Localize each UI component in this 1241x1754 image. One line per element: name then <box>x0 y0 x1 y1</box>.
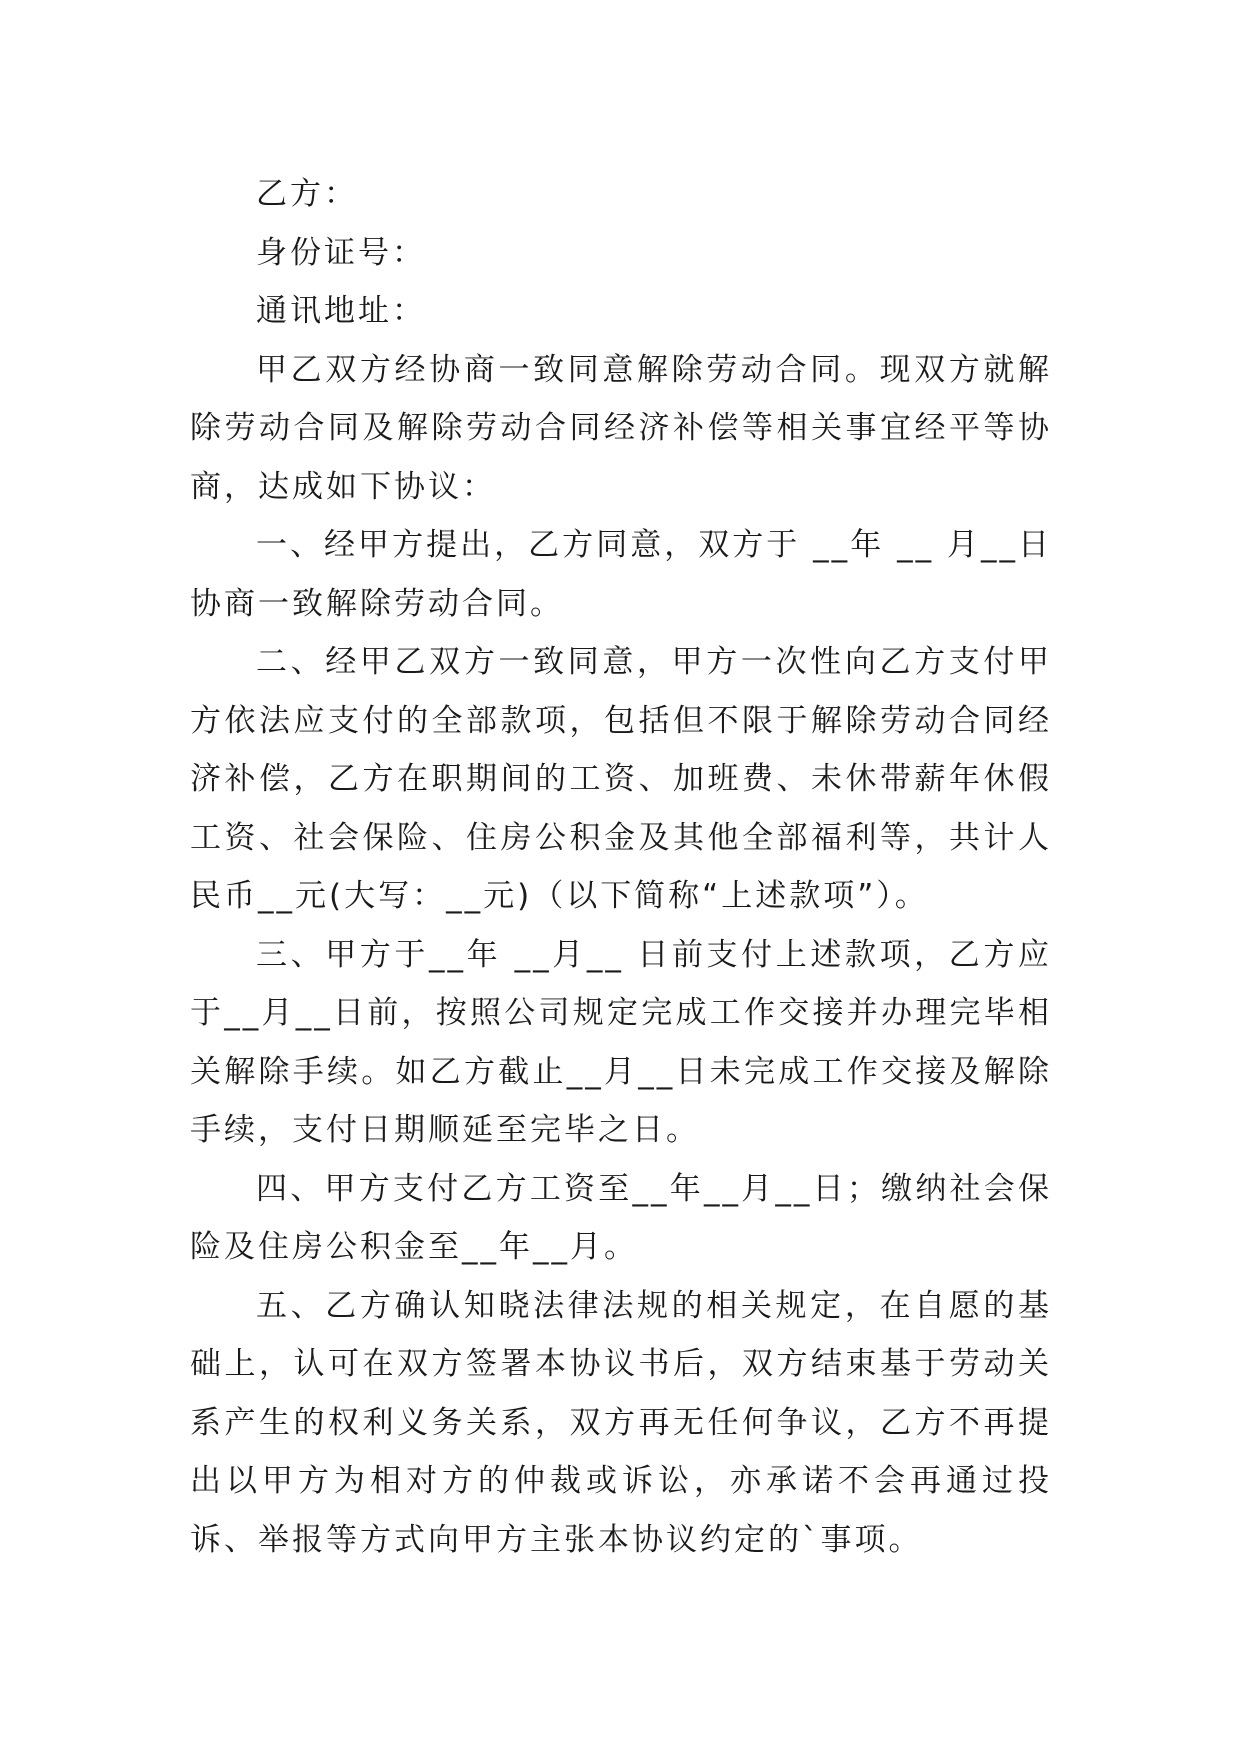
party-b-line: 乙方： <box>256 176 358 212</box>
clause-4-paragraph: 四、甲方支付乙方工资至__年__月__日；缴纳社会保险及住房公积金至__年__月。 <box>190 1170 1052 1265</box>
clause-3-paragraph: 三、甲方于__年 __月__ 日前支付上述款项，乙方应于__月__日前，按照公司规定完成工作交接并办理完毕相关解除手续。如乙方截止__月__日未完成工作交接及解除手续，支付日期顺延至完毕之日。 <box>190 936 1052 1148</box>
address-line: 通讯地址： <box>256 293 426 329</box>
clause-1-paragraph: 一、经甲方提出，乙方同意，双方于 __年 __ 月__日协商一致解除劳动合同。 <box>190 527 1052 622</box>
document-body <box>190 165 1052 1569</box>
clause-2-paragraph: 二、经甲乙双方一致同意，甲方一次性向乙方支付甲方依法应支付的全部款项，包括但不限于解除劳动合同经济补偿，乙方在职期间的工资、加班费、未休带薪年休假工资、社会保险、住房公积金及其他全部福利等，共计人民币__元(大写：__元)（以下简称“上述款项”）。 <box>190 644 1052 914</box>
preamble-paragraph: 甲乙双方经协商一致同意解除劳动合同。现双方就解除劳动合同及解除劳动合同经济补偿等相关事宜经平等协商，达成如下协议： <box>190 351 1052 505</box>
id-number-line: 身份证号： <box>256 234 426 271</box>
clause-5-paragraph: 五、乙方确认知晓法律法规的相关规定，在自愿的基础上，认可在双方签署本协议书后，双方结束基于劳动关系产生的权利义务关系，双方再无任何争议，乙方不再提出以甲方为相对方的仲裁或诉讼，亦承诺不会再通过投诉、举报等方式向甲方主张本协议约定的`事项。 <box>190 1287 1052 1558</box>
